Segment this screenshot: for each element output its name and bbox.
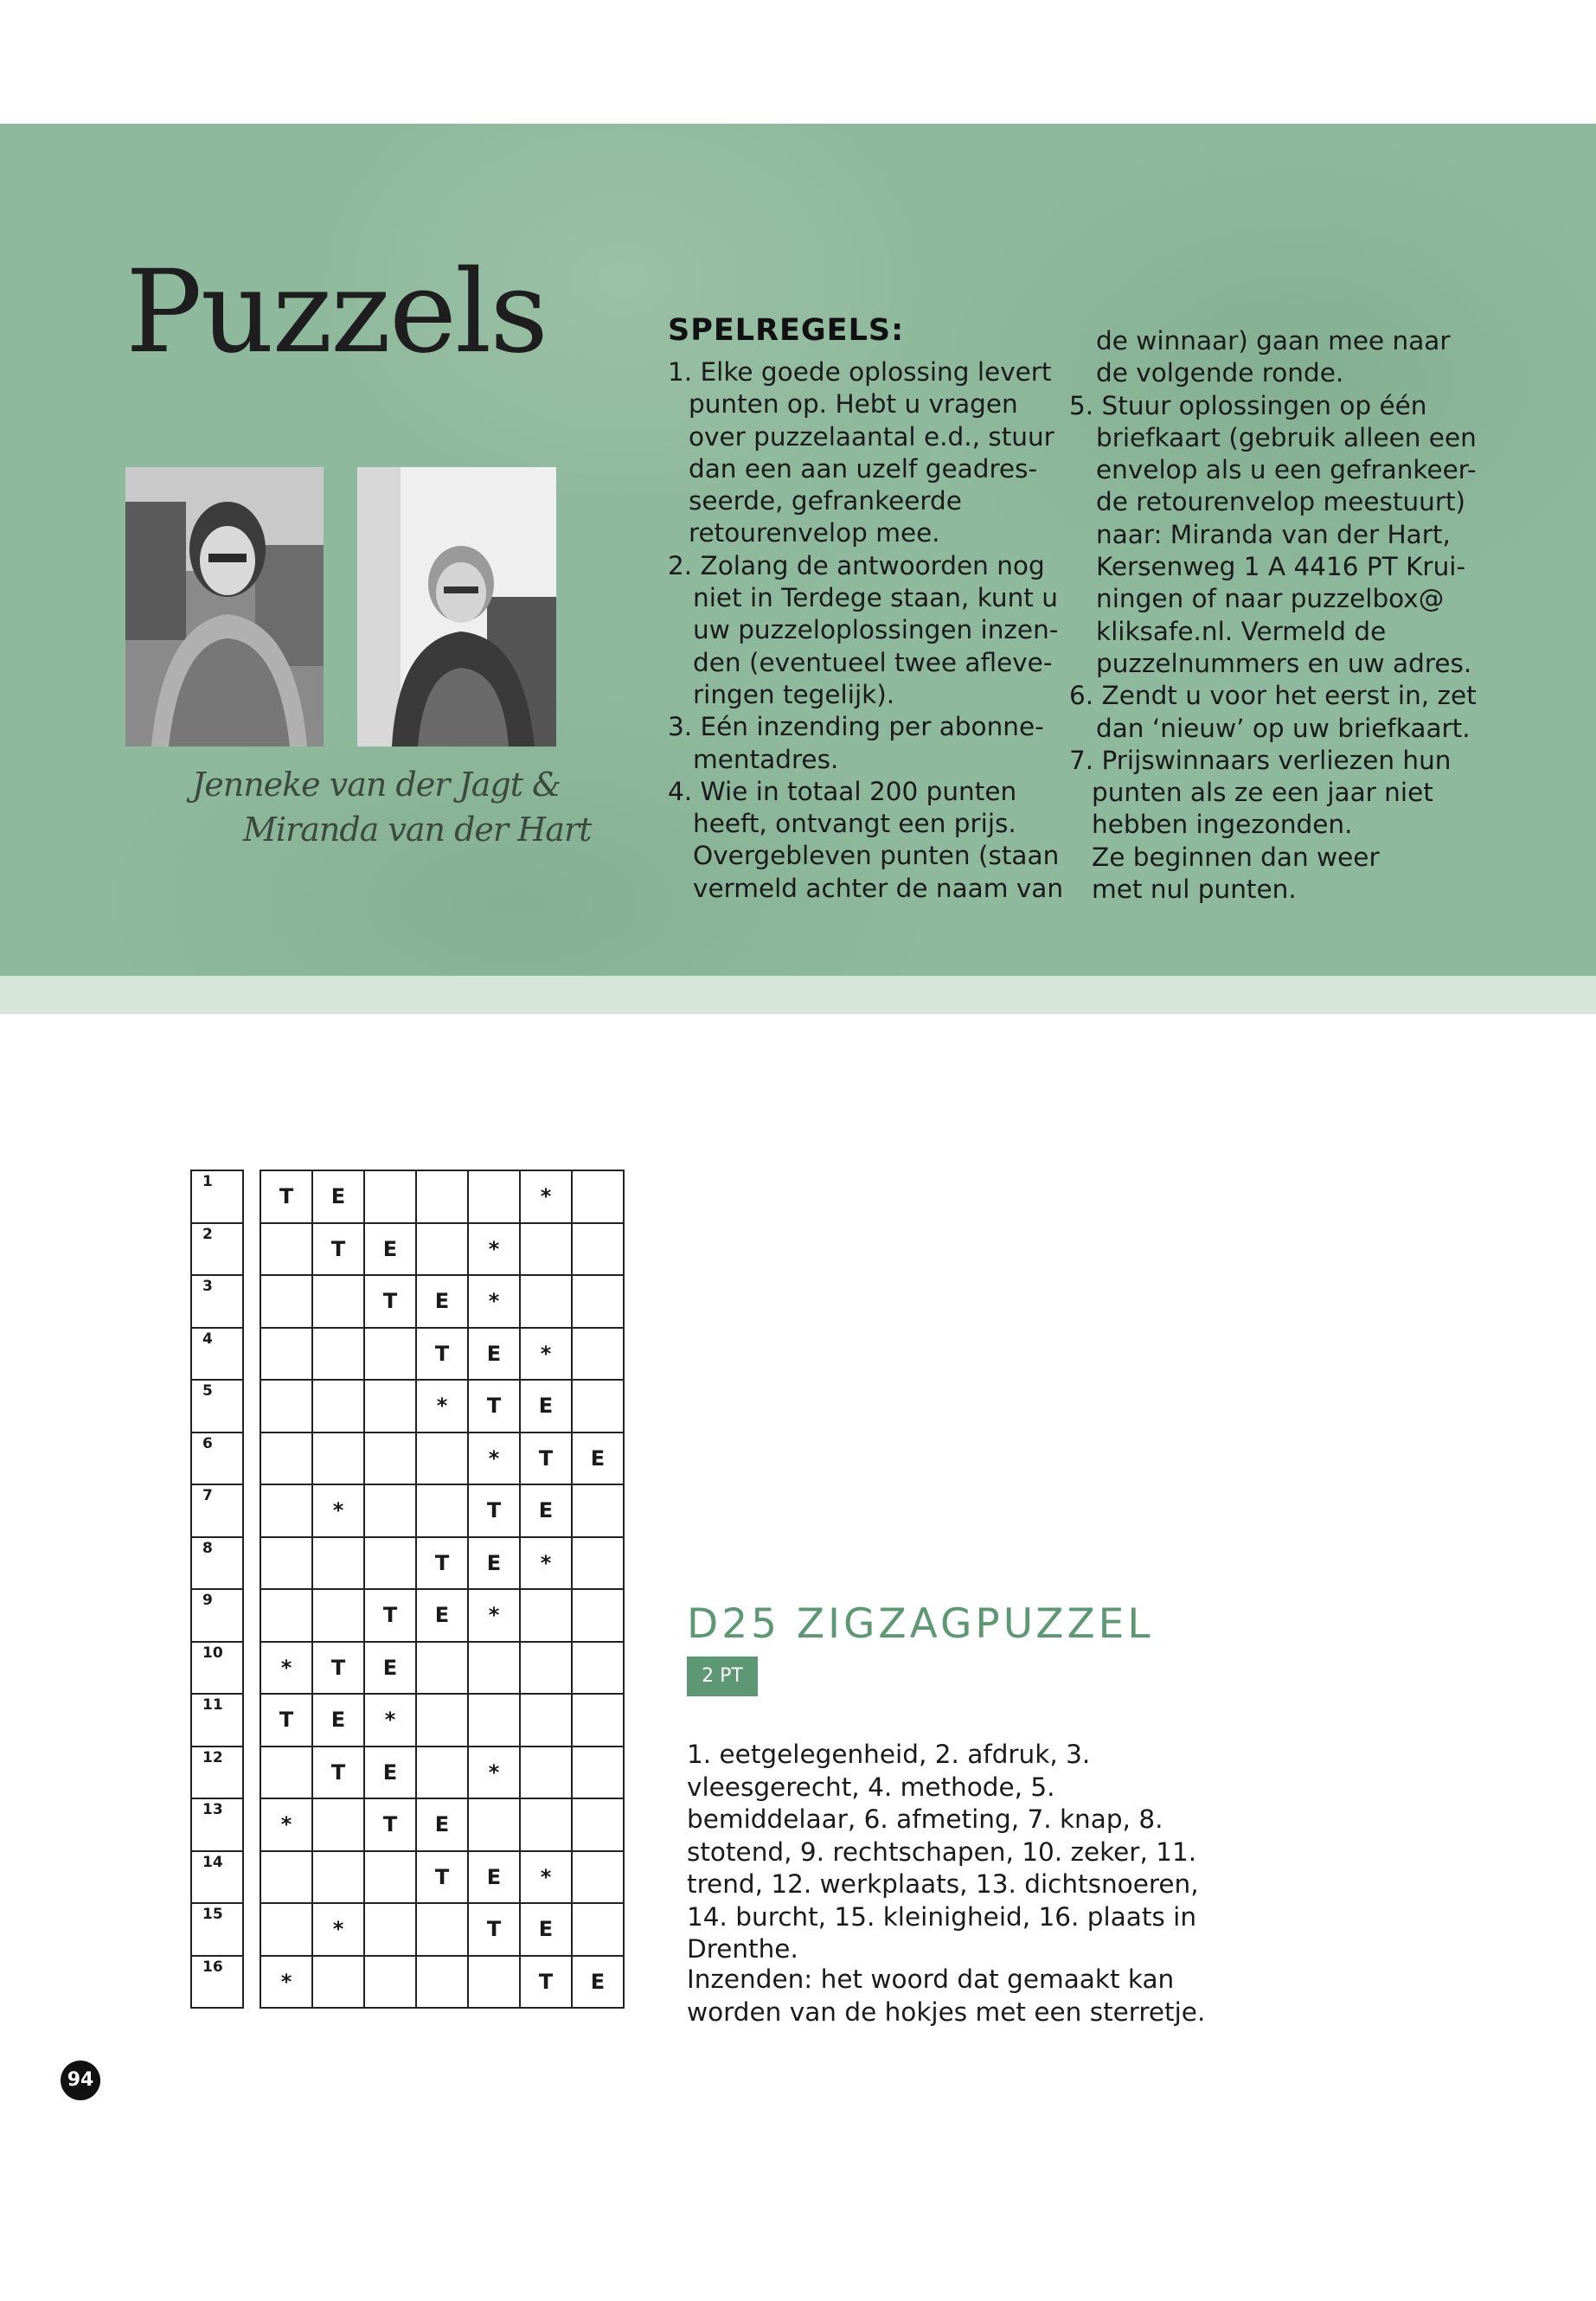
grid-cell[interactable] <box>468 1170 520 1223</box>
grid-cell[interactable] <box>416 1694 468 1747</box>
row-number-cell: 6 <box>190 1432 244 1484</box>
grid-cell[interactable]: * <box>364 1694 416 1747</box>
portrait-photo-jenneke <box>125 467 324 747</box>
grid-cell[interactable]: T <box>312 1642 364 1695</box>
grid-cell[interactable] <box>260 1223 312 1276</box>
grid-cell[interactable] <box>312 1537 364 1590</box>
grid-cell[interactable] <box>416 1642 468 1695</box>
grid-cell[interactable] <box>416 1747 468 1799</box>
grid-cell[interactable] <box>572 1275 624 1328</box>
rules-line: naar: Miranda van der Hart, <box>1096 519 1451 549</box>
grid-cell[interactable] <box>364 1433 416 1485</box>
grid-cell[interactable] <box>520 1694 572 1747</box>
rules-line: ningen of naar puzzelbox@ <box>1096 584 1445 614</box>
grid-cell[interactable] <box>312 1851 364 1904</box>
grid-cell[interactable]: T <box>416 1328 468 1381</box>
grid-cell[interactable]: T <box>468 1380 520 1433</box>
row-number-cell: 13 <box>190 1798 244 1850</box>
grid-cell[interactable]: * <box>312 1903 364 1956</box>
grid-cell[interactable]: T <box>468 1484 520 1537</box>
grid-cell[interactable]: E <box>312 1170 364 1223</box>
grid-row <box>260 1328 624 1381</box>
grid-cell[interactable]: E <box>416 1589 468 1642</box>
page-title: Puzzels <box>125 246 547 379</box>
grid-cell[interactable] <box>260 1537 312 1590</box>
grid-cell[interactable] <box>520 1589 572 1642</box>
grid-row <box>260 1903 624 1956</box>
rules-line: met nul punten. <box>1092 875 1297 905</box>
rules-line: 4. Wie in totaal 200 punten <box>668 776 1017 806</box>
grid-cell[interactable]: T <box>364 1798 416 1851</box>
grid-cell[interactable] <box>572 1223 624 1276</box>
grid-cell[interactable] <box>364 1170 416 1223</box>
grid-cell[interactable] <box>260 1275 312 1328</box>
grid-row <box>260 1694 624 1747</box>
grid-cell[interactable]: * <box>520 1170 572 1223</box>
grid-cell[interactable] <box>572 1642 624 1695</box>
rules-line: dan ‘nieuw’ op uw briefkaart. <box>1096 713 1471 743</box>
grid-row <box>260 1851 624 1904</box>
rules-line: 6. Zendt u voor het eerst in, zet <box>1069 681 1477 711</box>
grid-cell[interactable] <box>364 1380 416 1433</box>
rules-line: de volgende ronde. <box>1096 358 1344 388</box>
grid-row <box>260 1433 624 1485</box>
grid-cell[interactable] <box>572 1589 624 1642</box>
grid-cell[interactable] <box>572 1903 624 1956</box>
row-number-cell: 16 <box>190 1955 244 2009</box>
grid-cell[interactable]: * <box>260 1642 312 1695</box>
grid-cell[interactable]: * <box>468 1747 520 1799</box>
grid-cell[interactable] <box>416 1223 468 1276</box>
grid-cell[interactable] <box>468 1956 520 2009</box>
grid-cell[interactable]: E <box>520 1484 572 1537</box>
grid-cell[interactable] <box>572 1170 624 1223</box>
puzzle-clues: 1. eetgelegenheid, 2. afdruk, 3. vleesgerecht, 4. methode, 5. bemiddelaar, 6. afmeting, 7. knap, 8. stotend, 9. rechtschapen, 10. zeker, 11. trend, 12. werkplaats, 13. dichtsnoeren, 14. burcht, 15. kleinigheid, 16. plaats in Drenthe. <box>687 1740 1199 1964</box>
grid-cell[interactable] <box>520 1798 572 1851</box>
grid-cell[interactable]: * <box>312 1484 364 1537</box>
submit-instructions: Inzenden: het woord dat gemaakt kan worden van de hokjes met een sterretje. <box>687 1965 1206 2027</box>
grid-row <box>260 1589 624 1642</box>
rules-line: punten op. Hebt u vragen <box>689 389 1018 420</box>
grid-cell[interactable] <box>416 1433 468 1485</box>
grid-row <box>260 1798 624 1851</box>
grid-cell[interactable] <box>312 1589 364 1642</box>
grid-cell[interactable] <box>520 1642 572 1695</box>
grid-cell[interactable]: T <box>260 1170 312 1223</box>
grid-cell[interactable] <box>572 1484 624 1537</box>
rules-line: heeft, ontvangt een prijs. <box>693 809 1016 839</box>
grid-cell[interactable] <box>312 1275 364 1328</box>
grid-cell[interactable] <box>520 1223 572 1276</box>
grid-cell[interactable] <box>364 1903 416 1956</box>
banner-bottom-strip <box>0 976 1596 1014</box>
rules-line: de winnaar) gaan mee naar <box>1096 326 1451 356</box>
grid-cell[interactable]: T <box>520 1433 572 1485</box>
grid-cell[interactable]: E <box>364 1747 416 1799</box>
grid-cell[interactable]: T <box>416 1851 468 1904</box>
grid-row <box>260 1170 624 1223</box>
row-number-cell: 8 <box>190 1536 244 1589</box>
grid-row <box>260 1956 624 2009</box>
zigzag-puzzle-grid <box>260 1170 625 2009</box>
rules-line: 1. Elke goede oplossing levert <box>668 357 1052 387</box>
grid-cell[interactable]: E <box>468 1851 520 1904</box>
page-number: 94 <box>61 2061 100 2100</box>
rules-line: kliksafe.nl. Vermeld de <box>1096 616 1387 646</box>
photo-caption-line-2: Miranda van der Hart <box>243 811 592 849</box>
rules-line: hebben ingezonden. <box>1092 810 1353 840</box>
grid-row <box>260 1747 624 1799</box>
grid-cell[interactable] <box>572 1380 624 1433</box>
grid-cell[interactable] <box>364 1537 416 1590</box>
grid-cell[interactable]: E <box>572 1433 624 1485</box>
grid-cell[interactable] <box>416 1903 468 1956</box>
grid-cell[interactable] <box>572 1328 624 1381</box>
grid-cell[interactable]: * <box>260 1956 312 2009</box>
rules-line: uw puzzeloplossingen inzen- <box>693 615 1059 645</box>
row-number-cell: 10 <box>190 1641 244 1694</box>
grid-cell[interactable] <box>416 1170 468 1223</box>
grid-cell[interactable] <box>260 1484 312 1537</box>
puzzle-title: D25 ZIGZAGPUZZEL <box>687 1600 1154 1648</box>
rules-line: vermeld achter de naam van <box>693 873 1064 903</box>
rules-line: seerde, gefrankeerde <box>689 486 962 516</box>
grid-cell[interactable]: E <box>364 1642 416 1695</box>
grid-cell[interactable] <box>572 1851 624 1904</box>
grid-row <box>260 1223 624 1276</box>
rules-line: 5. Stuur oplossingen op één <box>1069 390 1427 420</box>
row-number-cell: 2 <box>190 1222 244 1275</box>
grid-cell[interactable] <box>468 1694 520 1747</box>
rules-line: 2. Zolang de antwoorden nog <box>668 550 1045 580</box>
grid-cell[interactable] <box>572 1747 624 1799</box>
rules-line: retourenvelop mee. <box>689 518 940 548</box>
grid-cell[interactable] <box>364 1484 416 1537</box>
grid-row <box>260 1380 624 1433</box>
grid-cell[interactable]: T <box>364 1275 416 1328</box>
grid-row <box>260 1537 624 1590</box>
grid-cell[interactable] <box>468 1642 520 1695</box>
row-number-cell: 14 <box>190 1850 244 1903</box>
grid-cell[interactable]: * <box>468 1223 520 1276</box>
rules-line: niet in Terdege staan, kunt u <box>693 583 1058 613</box>
rules-line: ringen tegelijk). <box>693 679 895 709</box>
rules-line: de retourenvelop meestuurt) <box>1096 487 1466 517</box>
grid-cell[interactable] <box>312 1328 364 1381</box>
grid-row <box>260 1642 624 1695</box>
portrait-photo-miranda <box>357 467 556 747</box>
grid-cell[interactable]: T <box>312 1747 364 1799</box>
row-number-cell: 5 <box>190 1379 244 1432</box>
row-number-cell: 7 <box>190 1484 244 1536</box>
rules-line: punten als ze een jaar niet <box>1092 778 1433 808</box>
rules-line: 3. Eén inzending per abonne- <box>668 712 1044 742</box>
grid-cell[interactable]: T <box>520 1956 572 2009</box>
grid-cell[interactable]: E <box>364 1223 416 1276</box>
grid-cell[interactable]: E <box>312 1694 364 1747</box>
rules-line: Kersenweg 1 A 4416 PT Krui- <box>1096 552 1466 582</box>
rules-line: Ze beginnen dan weer <box>1092 842 1380 872</box>
rules-line: 7. Prijswinnaars verliezen hun <box>1069 745 1452 775</box>
grid-cell[interactable]: T <box>364 1589 416 1642</box>
grid-cell[interactable] <box>416 1956 468 2009</box>
grid-cell[interactable]: * <box>468 1589 520 1642</box>
grid-cell[interactable] <box>520 1747 572 1799</box>
rules-line: puzzelnummers en uw adres. <box>1096 648 1472 678</box>
rules-heading: SPELREGELS: <box>668 313 905 348</box>
grid-cell[interactable]: E <box>468 1537 520 1590</box>
grid-cell[interactable] <box>312 1380 364 1433</box>
row-number-cell: 11 <box>190 1693 244 1746</box>
rules-column-2 <box>1069 325 1477 906</box>
rules-line: over puzzelaantal e.d., stuur <box>689 421 1054 452</box>
rules-line: briefkaart (gebruik alleen een <box>1096 422 1477 452</box>
grid-cell[interactable] <box>260 1903 312 1956</box>
grid-cell[interactable]: * <box>520 1537 572 1590</box>
grid-cell[interactable] <box>572 1537 624 1590</box>
row-number-cell: 15 <box>190 1902 244 1955</box>
grid-cell[interactable]: * <box>468 1275 520 1328</box>
row-number-cell: 9 <box>190 1588 244 1641</box>
grid-cell[interactable] <box>312 1798 364 1851</box>
grid-cell[interactable] <box>572 1694 624 1747</box>
rules-column-1 <box>668 356 1063 905</box>
grid-cell[interactable] <box>260 1328 312 1381</box>
row-number-cell: 3 <box>190 1274 244 1327</box>
grid-cell[interactable]: T <box>416 1537 468 1590</box>
rules-line: envelop als u een gefrankeer- <box>1096 455 1477 485</box>
row-number-column <box>190 1170 244 2009</box>
points-badge: 2 PT <box>687 1657 758 1696</box>
grid-cell[interactable] <box>468 1798 520 1851</box>
rules-line: Overgebleven punten (staan <box>693 841 1060 871</box>
grid-cell[interactable]: E <box>520 1380 572 1433</box>
grid-cell[interactable] <box>260 1380 312 1433</box>
grid-cell[interactable]: * <box>520 1851 572 1904</box>
grid-cell[interactable] <box>572 1798 624 1851</box>
grid-cell[interactable]: * <box>520 1328 572 1381</box>
grid-cell[interactable]: E <box>572 1956 624 2009</box>
grid-cell[interactable] <box>364 1328 416 1381</box>
photo-caption-line-1: Jenneke van der Jagt & <box>192 766 561 804</box>
grid-cell[interactable]: T <box>312 1223 364 1276</box>
grid-cell[interactable]: E <box>520 1903 572 1956</box>
grid-cell[interactable]: T <box>260 1694 312 1747</box>
grid-cell[interactable] <box>260 1851 312 1904</box>
grid-cell[interactable] <box>364 1851 416 1904</box>
grid-cell[interactable]: E <box>416 1798 468 1851</box>
grid-row <box>260 1484 624 1537</box>
grid-cell[interactable] <box>520 1275 572 1328</box>
grid-cell[interactable]: * <box>260 1798 312 1851</box>
grid-cell[interactable]: E <box>468 1328 520 1381</box>
grid-cell[interactable]: T <box>468 1903 520 1956</box>
grid-cell[interactable]: * <box>468 1433 520 1485</box>
rules-line: den (eventueel twee afleve- <box>693 647 1053 677</box>
grid-cell[interactable] <box>364 1956 416 2009</box>
grid-cell[interactable] <box>260 1747 312 1799</box>
rules-line: dan een aan uzelf geadres- <box>689 453 1038 484</box>
grid-cell[interactable] <box>260 1433 312 1485</box>
row-number-cell: 12 <box>190 1746 244 1798</box>
grid-cell[interactable] <box>312 1956 364 2009</box>
grid-cell[interactable]: E <box>416 1275 468 1328</box>
row-number-cell: 4 <box>190 1327 244 1380</box>
grid-cell[interactable]: * <box>416 1380 468 1433</box>
grid-cell[interactable] <box>416 1484 468 1537</box>
grid-cell[interactable] <box>312 1433 364 1485</box>
row-number-cell: 1 <box>190 1170 244 1222</box>
grid-cell[interactable] <box>260 1589 312 1642</box>
grid-row <box>260 1275 624 1328</box>
rules-line: mentadres. <box>693 744 839 774</box>
